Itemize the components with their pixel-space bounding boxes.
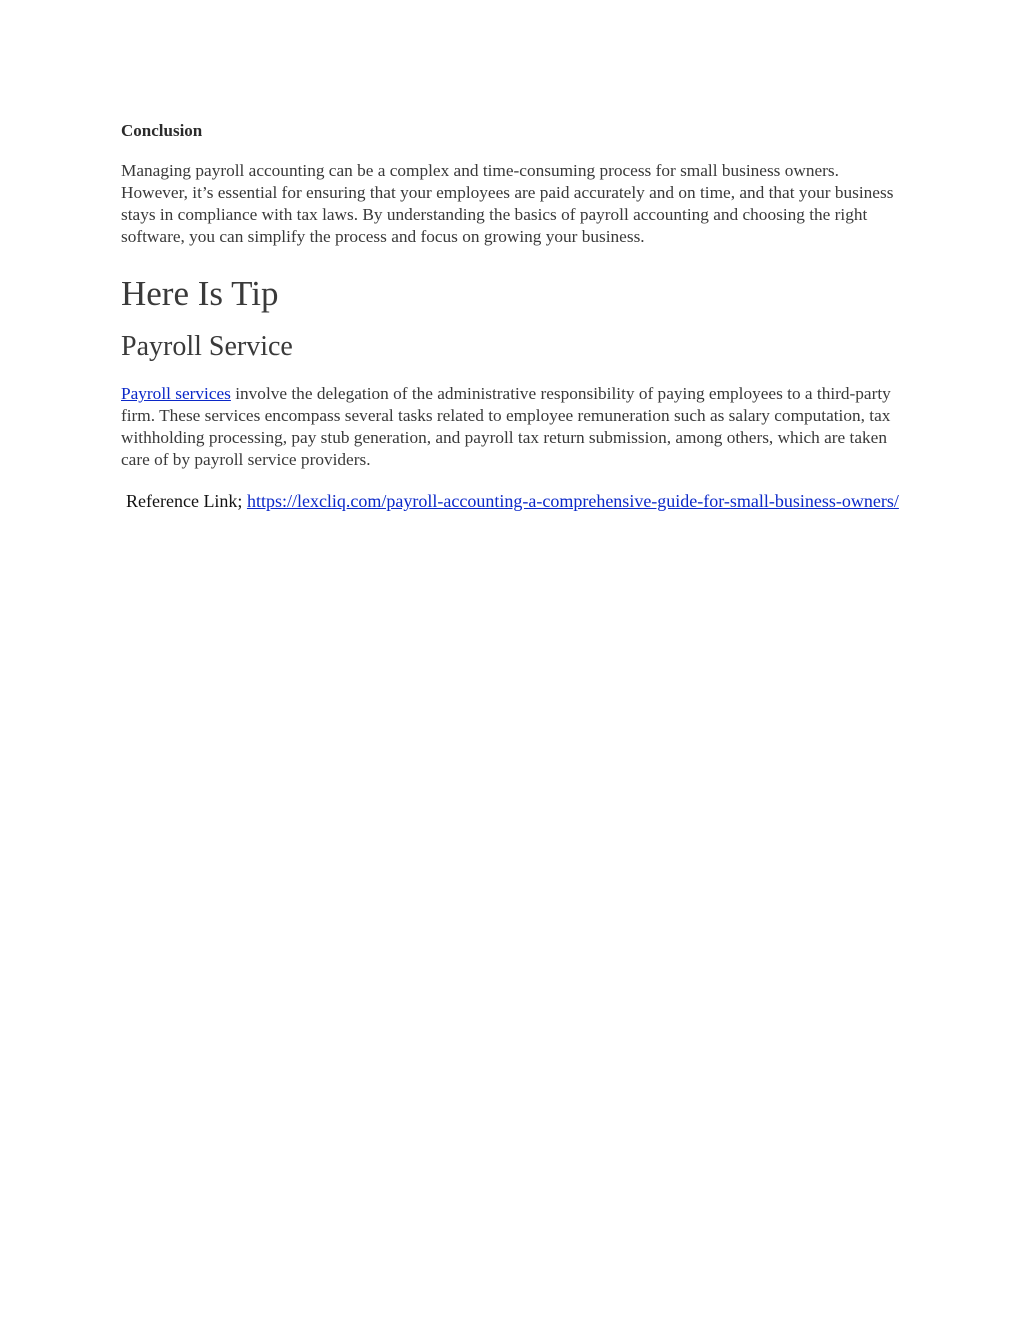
payroll-service-paragraph [121,383,901,471]
payroll-service-text: involve the delegation of the administrative responsibility of paying employees to a third-party firm. These services encompass several tasks related to employee remuneration such as salary computation, tax withholding processing, pay stub generation, and payroll tax return submission, among others, which are taken care of by payroll service providers. [121,384,891,469]
reference-line [121,489,901,513]
payroll-service-heading: Payroll Service [121,331,293,362]
payroll-services-link[interactable]: Payroll services [121,384,231,403]
reference-link[interactable]: https://lexcliq.com/payroll-accounting-a-comprehensive-guide-for-small-business-owners/ [246,491,899,511]
tip-heading: Here Is Tip [121,274,279,313]
conclusion-heading: Conclusion [121,121,203,140]
reference-label: Reference Link; [126,491,247,511]
document-page [121,118,901,531]
conclusion-paragraph: Managing payroll accounting can be a complex and time-consuming process for small business owners. However, it’s essential for ensuring that your employees are paid accurately and on time, and that your business stays in compliance with tax laws. By understanding the basics of payroll accounting and choosing the right software, you can simplify the process and focus on growing your business. [121,161,894,246]
